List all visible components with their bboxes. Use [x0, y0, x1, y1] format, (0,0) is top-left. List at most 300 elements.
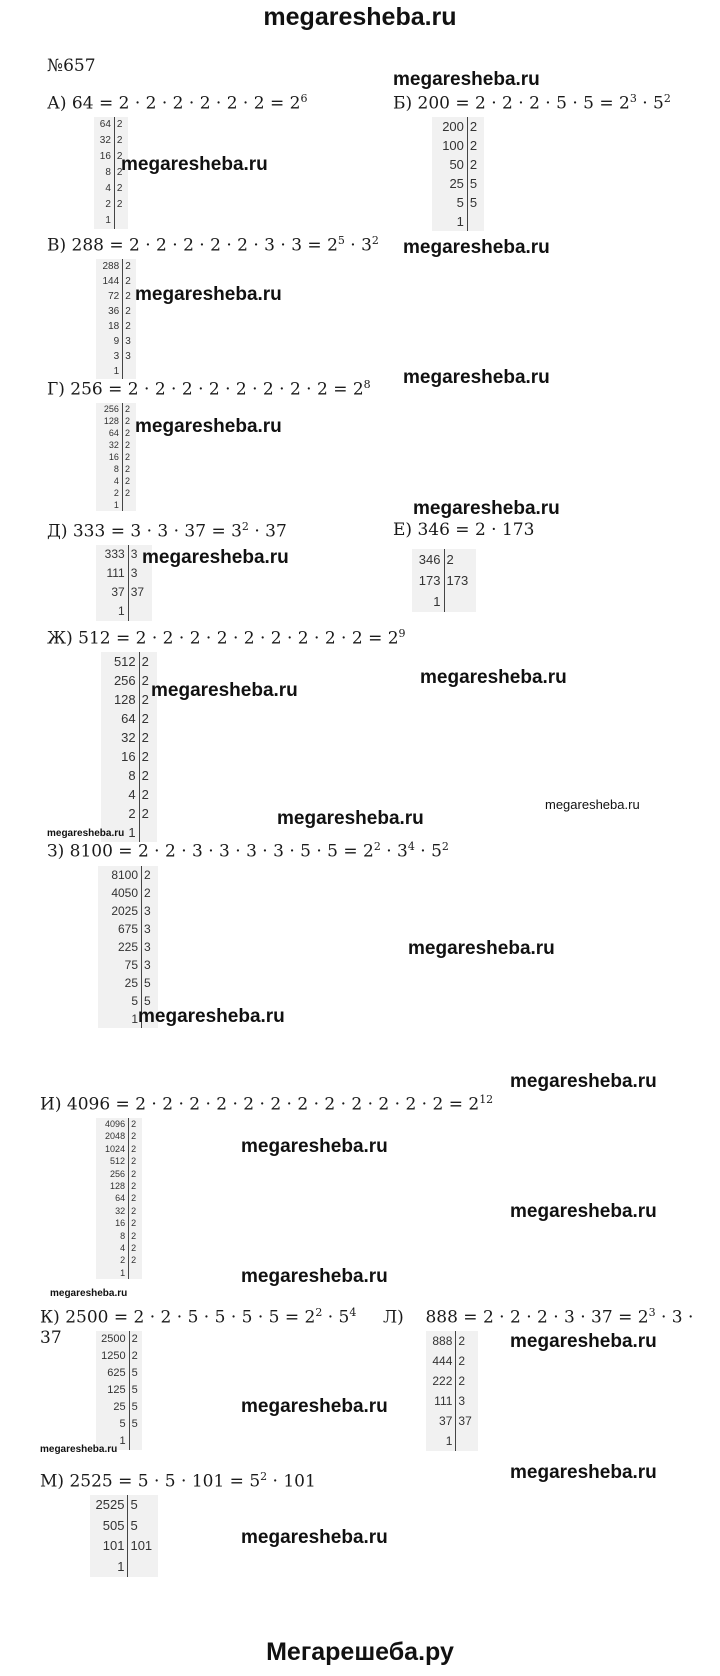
dividend-cell: 100: [432, 136, 467, 155]
equation-a: А) $64 = 2 \cdot 2 \cdot 2 \cdot 2 \cdot 2 \cdot 2 = 2^6$: [47, 92, 308, 114]
dividend-cell: 8: [94, 165, 114, 181]
divisor-cell: 2: [141, 711, 149, 726]
factor-row: [101, 747, 157, 766]
factor-row: [432, 174, 484, 193]
dividend-cell: 256: [101, 671, 139, 690]
factor-row: [96, 334, 136, 349]
divisor-cell: 2: [124, 464, 130, 474]
divisor-cell: 37: [130, 585, 145, 599]
divisor-cell: 2: [124, 404, 130, 414]
divisor-cell: [129, 1433, 142, 1450]
dividend-cell: 32: [101, 728, 139, 747]
factor-row: [96, 439, 136, 451]
divisor-cell: 2: [458, 1374, 466, 1388]
factor-table-m: [90, 1495, 158, 1577]
divisor-cell: 2: [131, 1243, 137, 1254]
dividend-cell: 101: [90, 1536, 128, 1557]
divisor-cell: 2: [141, 806, 149, 821]
dividend-cell: 8100: [98, 866, 142, 884]
divisor-cell: 2: [144, 886, 151, 900]
dividend-cell: 333: [96, 545, 128, 564]
factor-row: [101, 690, 157, 709]
equation-l: Л) $888 = 2 \cdot 2 \cdot 2 \cdot 3 \cdot 37 = 2^3 \cdot 3$ ·: [383, 1306, 694, 1328]
dividend-cell: 288: [96, 259, 123, 274]
dividend-cell: 2: [96, 487, 122, 499]
watermark: megaresheba.ru: [545, 797, 640, 812]
dividend-cell: 200: [432, 117, 467, 136]
divisor-cell: [114, 213, 128, 229]
equation-k: К) $2500 = 2 \cdot 2 \cdot 5 \cdot 5 \cdot 5 \cdot 5 = 2^2 \cdot 5^4$: [40, 1306, 357, 1328]
factor-row: [96, 403, 136, 415]
factor-row: [96, 463, 136, 475]
divisor-cell: 3: [144, 904, 151, 918]
divisor-cell: 3: [125, 336, 131, 347]
factor-row: [98, 884, 158, 902]
problem-number: №657: [47, 56, 96, 76]
divisor-cell: 2: [125, 306, 131, 317]
dividend-cell: 256: [96, 1168, 129, 1180]
watermark: megaresheba.ru: [241, 1266, 388, 1287]
divisor-cell: 2: [131, 1119, 137, 1129]
dividend-cell: 1: [101, 823, 139, 842]
dividend-cell: 346: [412, 549, 444, 570]
dividend-cell: 64: [101, 709, 139, 728]
dividend-cell: 16: [96, 451, 122, 463]
factor-row: [98, 866, 158, 884]
dividend-cell: 8: [101, 766, 139, 785]
factor-table-e: [412, 549, 476, 612]
dividend-cell: 2500: [96, 1331, 129, 1348]
watermark: megaresheba.ru: [47, 828, 125, 839]
divisor-cell: 2: [131, 1255, 137, 1266]
dividend-cell: 1250: [96, 1348, 129, 1365]
dividend-cell: 173: [412, 570, 444, 591]
watermark: megaresheba.ru: [50, 1288, 128, 1299]
dividend-cell: 4: [94, 181, 114, 197]
factor-division-table: [98, 866, 158, 1028]
factor-row: [96, 1416, 142, 1433]
divisor-cell: 2: [131, 1218, 137, 1229]
dividend-cell: 125: [96, 1382, 129, 1399]
divisor-cell: 2: [131, 1143, 137, 1154]
factor-row: [426, 1411, 478, 1431]
dividend-cell: 111: [96, 564, 128, 583]
factor-row: [432, 136, 484, 155]
divisor-cell: [128, 602, 152, 621]
dividend-cell: 75: [98, 956, 142, 974]
factor-row: [101, 709, 157, 728]
factor-row: [90, 1495, 158, 1516]
factor-row: [96, 487, 136, 499]
factor-row: [432, 193, 484, 212]
factor-row: [96, 319, 136, 334]
divisor-cell: [467, 212, 484, 231]
divisor-cell: 5: [131, 1418, 138, 1430]
factor-row: [96, 349, 136, 364]
dividend-cell: 32: [96, 1205, 129, 1217]
factor-row: [96, 1180, 142, 1192]
factor-row: [96, 1382, 142, 1399]
watermark: megaresheba.ru: [241, 1136, 388, 1157]
dividend-cell: 1: [432, 212, 467, 231]
dividend-cell: 64: [96, 1192, 129, 1204]
factor-row: [98, 920, 158, 938]
dividend-cell: 2048: [96, 1130, 129, 1142]
divisor-cell: 3: [144, 922, 151, 936]
factor-row: [101, 671, 157, 690]
equation-z: З) $8100 = 2 \cdot 2 \cdot 3 \cdot 3 \cdot 3 \cdot 3 \cdot 5 \cdot 5 = 2^2 \cdot 3^4 \cdot 5^2$: [47, 840, 449, 862]
divisor-cell: 2: [125, 321, 131, 332]
factor-division-table: [432, 117, 484, 231]
equation-zh: Ж) $512 = 2 \cdot 2 \cdot 2 \cdot 2 \cdot 2 \cdot 2 \cdot 2 \cdot 2 \cdot 2 = 2^9$: [47, 627, 406, 649]
divisor-cell: [122, 499, 136, 511]
divisor-cell: [123, 364, 136, 379]
dividend-cell: 3: [96, 349, 123, 364]
dividend-cell: 4: [101, 785, 139, 804]
factor-division-table: [426, 1331, 478, 1451]
watermark: megaresheba.ru: [40, 1444, 118, 1455]
divisor-cell: 2: [131, 1168, 137, 1179]
divisor-cell: 2: [131, 1193, 137, 1204]
dividend-cell: 1: [90, 1557, 128, 1578]
dividend-cell: 25: [432, 174, 467, 193]
equation-m: М) $2525 = 5 \cdot 5 \cdot 101 = 5^2 \cdot 101$: [40, 1470, 316, 1492]
factor-row: [96, 289, 136, 304]
factor-row: [96, 475, 136, 487]
factor-row: [96, 1254, 142, 1266]
factor-row: [94, 181, 128, 197]
watermark: megaresheba.ru: [277, 808, 424, 829]
dividend-cell: 128: [96, 1180, 129, 1192]
factor-row: [96, 274, 136, 289]
dividend-cell: 1: [96, 499, 122, 511]
factor-row: [94, 117, 128, 133]
watermark: megaresheba.ru: [403, 237, 550, 258]
watermark: megaresheba.ru: [420, 667, 567, 688]
factor-table-g: [96, 403, 136, 511]
factor-row: [96, 1242, 142, 1254]
divisor-cell: 2: [469, 138, 478, 153]
divisor-cell: 2: [116, 135, 123, 146]
divisor-cell: 2: [116, 119, 123, 130]
factor-row: [90, 1557, 158, 1578]
factor-row: [101, 766, 157, 785]
equation-l-continuation: 37: [40, 1328, 62, 1348]
factor-row: [432, 212, 484, 231]
divisor-cell: 2: [116, 167, 123, 178]
factor-row: [96, 1168, 142, 1180]
factor-table-l: [426, 1331, 478, 1451]
factor-row: [412, 549, 476, 570]
watermark: megaresheba.ru: [142, 547, 289, 568]
factor-row: [96, 583, 152, 602]
divisor-cell: 2: [125, 276, 131, 287]
dividend-cell: 32: [94, 133, 114, 149]
factor-table-z: [98, 866, 158, 1028]
factor-row: [412, 591, 476, 612]
factor-row: [96, 1118, 142, 1130]
site-footer: Мегарешеба.ру: [266, 1638, 454, 1666]
divisor-cell: 2: [125, 261, 131, 272]
dividend-cell: 1: [96, 1433, 129, 1450]
dividend-cell: 25: [96, 1399, 129, 1416]
factor-division-table: [96, 1331, 142, 1450]
dividend-cell: 505: [90, 1516, 128, 1537]
dividend-cell: 4050: [98, 884, 142, 902]
site-header: megaresheba.ru: [263, 3, 457, 31]
factor-division-table: [412, 549, 476, 612]
dividend-cell: 128: [101, 690, 139, 709]
factor-row: [94, 197, 128, 213]
dividend-cell: 675: [98, 920, 142, 938]
watermark: megaresheba.ru: [241, 1396, 388, 1417]
dividend-cell: 144: [96, 274, 123, 289]
divisor-cell: 5: [144, 994, 151, 1008]
factor-row: [96, 1143, 142, 1155]
divisor-cell: 2: [141, 730, 149, 745]
dividend-cell: 16: [101, 747, 139, 766]
dividend-cell: 16: [96, 1217, 129, 1229]
divisor-cell: 2: [446, 552, 454, 567]
dividend-cell: 25: [98, 974, 142, 992]
dividend-cell: 37: [96, 583, 128, 602]
divisor-cell: 2: [124, 428, 130, 438]
divisor-cell: 2: [131, 1230, 137, 1241]
factor-table-v: [96, 259, 136, 379]
equation-v: В) $288 = 2 \cdot 2 \cdot 2 \cdot 2 \cdot 2 \cdot 3 \cdot 3 = 2^5 \cdot 3^2$: [47, 234, 379, 256]
watermark: megaresheba.ru: [121, 154, 268, 175]
dividend-cell: 888: [426, 1331, 456, 1351]
dividend-cell: 1: [98, 1010, 142, 1028]
factor-row: [96, 1192, 142, 1204]
factor-row: [94, 213, 128, 229]
dividend-cell: 225: [98, 938, 142, 956]
divisor-cell: 37: [458, 1414, 472, 1428]
divisor-cell: 2: [131, 1181, 137, 1192]
dividend-cell: 4: [96, 1242, 129, 1254]
divisor-cell: [456, 1431, 478, 1451]
watermark: megaresheba.ru: [510, 1201, 657, 1222]
factor-row: [98, 902, 158, 920]
watermark: megaresheba.ru: [241, 1527, 388, 1548]
divisor-cell: 3: [144, 958, 151, 972]
factor-row: [96, 499, 136, 511]
dividend-cell: 32: [96, 439, 122, 451]
factor-division-table: [101, 652, 157, 842]
divisor-cell: 173: [446, 573, 469, 588]
equation-g: Г) $256 = 2 \cdot 2 \cdot 2 \cdot 2 \cdot 2 \cdot 2 \cdot 2 \cdot 2 = 2^8$: [47, 378, 371, 400]
divisor-cell: 2: [125, 291, 131, 302]
factor-row: [98, 938, 158, 956]
divisor-cell: 2: [141, 768, 149, 783]
dividend-cell: 2025: [98, 902, 142, 920]
divisor-cell: 2: [131, 1156, 137, 1167]
factor-division-table: [96, 1118, 142, 1279]
factor-row: [96, 1348, 142, 1365]
divisor-cell: 2: [124, 476, 130, 486]
dividend-cell: 1: [96, 1267, 129, 1279]
divisor-cell: 2: [116, 183, 123, 194]
watermark: megaresheba.ru: [138, 1006, 285, 1027]
dividend-cell: 512: [101, 652, 139, 671]
dividend-cell: 37: [426, 1411, 456, 1431]
dividend-cell: 50: [432, 155, 467, 174]
divisor-cell: 3: [458, 1394, 466, 1408]
factor-row: [432, 155, 484, 174]
watermark: megaresheba.ru: [135, 284, 282, 305]
factor-row: [96, 1230, 142, 1242]
divisor-cell: 2: [124, 440, 130, 450]
factor-row: [432, 117, 484, 136]
watermark: megaresheba.ru: [151, 680, 298, 701]
divisor-cell: 3: [130, 566, 138, 580]
factor-row: [426, 1351, 478, 1371]
watermark: megaresheba.ru: [510, 1331, 657, 1352]
divisor-cell: 2: [469, 119, 478, 134]
dividend-cell: 111: [426, 1391, 456, 1411]
factor-table-i: [96, 1118, 142, 1279]
factor-table-k: [96, 1331, 142, 1450]
factor-division-table: [96, 403, 136, 511]
factor-table-zh: [101, 652, 157, 842]
dividend-cell: 2: [101, 804, 139, 823]
divisor-cell: 5: [131, 1384, 138, 1396]
factor-row: [96, 1399, 142, 1416]
dividend-cell: 5: [98, 992, 142, 1010]
dividend-cell: 5: [432, 193, 467, 212]
dividend-cell: 2: [94, 197, 114, 213]
dividend-cell: 128: [96, 415, 122, 427]
equation-e: Е) 346 = 2 · 173: [393, 520, 535, 540]
divisor-cell: 2: [131, 1350, 138, 1362]
divisor-cell: 2: [116, 151, 123, 162]
divisor-cell: 5: [469, 176, 478, 191]
dividend-cell: 1024: [96, 1143, 129, 1155]
factor-row: [426, 1331, 478, 1351]
watermark: megaresheba.ru: [413, 498, 560, 519]
divisor-cell: 2: [116, 199, 123, 210]
dividend-cell: 444: [426, 1351, 456, 1371]
dividend-cell: 16: [94, 149, 114, 165]
divisor-cell: [444, 591, 476, 612]
factor-row: [426, 1431, 478, 1451]
factor-row: [96, 1331, 142, 1348]
divisor-cell: 3: [144, 940, 151, 954]
dividend-cell: 625: [96, 1365, 129, 1382]
dividend-cell: 8: [96, 1230, 129, 1242]
factor-row: [90, 1516, 158, 1537]
divisor-cell: 2: [469, 157, 478, 172]
dividend-cell: 2525: [90, 1495, 128, 1516]
factor-row: [96, 1155, 142, 1167]
divisor-cell: 5: [144, 976, 151, 990]
dividend-cell: 5: [96, 1416, 129, 1433]
dividend-cell: 1: [94, 213, 114, 229]
dividend-cell: 512: [96, 1155, 129, 1167]
divisor-cell: [128, 1557, 158, 1578]
divisor-cell: 3: [125, 351, 131, 362]
factor-row: [101, 804, 157, 823]
factor-row: [96, 1205, 142, 1217]
dividend-cell: 64: [94, 117, 114, 133]
equation-b: Б) $200 = 2 \cdot 2 \cdot 2 \cdot 5 \cdot 5 = 2^3 \cdot 5^2$: [393, 92, 671, 114]
factor-row: [90, 1536, 158, 1557]
factor-table-b: [432, 117, 484, 231]
dividend-cell: 222: [426, 1371, 456, 1391]
divisor-cell: 2: [141, 654, 149, 669]
watermark: megaresheba.ru: [510, 1462, 657, 1483]
divisor-cell: 2: [124, 452, 130, 462]
dividend-cell: 18: [96, 319, 123, 334]
divisor-cell: 2: [124, 416, 130, 426]
dividend-cell: 1: [426, 1431, 456, 1451]
factor-division-table: [90, 1495, 158, 1577]
watermark: megaresheba.ru: [135, 416, 282, 437]
factor-division-table: [96, 259, 136, 379]
divisor-cell: 2: [458, 1334, 466, 1348]
dividend-cell: 1: [96, 602, 128, 621]
watermark: megaresheba.ru: [408, 938, 555, 959]
factor-row: [96, 259, 136, 274]
factor-row: [96, 451, 136, 463]
divisor-cell: 2: [141, 673, 149, 688]
watermark: megaresheba.ru: [510, 1071, 657, 1092]
factor-row: [101, 728, 157, 747]
dividend-cell: 4: [96, 475, 122, 487]
divisor-cell: 3: [130, 547, 138, 561]
dividend-cell: 9: [96, 334, 123, 349]
dividend-cell: 8: [96, 463, 122, 475]
factor-row: [96, 602, 152, 621]
dividend-cell: 64: [96, 427, 122, 439]
factor-row: [101, 785, 157, 804]
divisor-cell: 2: [131, 1205, 137, 1216]
factor-row: [98, 974, 158, 992]
factor-row: [96, 1130, 142, 1142]
equation-i: И) $4096 = 2 \cdot 2 \cdot 2 \cdot 2 \cdot 2 \cdot 2 \cdot 2 \cdot 2 \cdot 2 \cdot 2 \cdot 2 \cdot 2 = 2^{12}$: [40, 1093, 494, 1115]
divisor-cell: 2: [458, 1354, 466, 1368]
divisor-cell: 2: [124, 488, 130, 498]
factor-row: [96, 364, 136, 379]
watermark: megaresheba.ru: [403, 367, 550, 388]
divisor-cell: 5: [131, 1367, 138, 1379]
factor-row: [94, 133, 128, 149]
divisor-cell: 5: [130, 1517, 138, 1533]
divisor-cell: 2: [141, 692, 149, 707]
dividend-cell: 4096: [96, 1118, 129, 1130]
divisor-cell: 2: [131, 1333, 138, 1345]
factor-row: [98, 956, 158, 974]
factor-row: [412, 570, 476, 591]
divisor-cell: 2: [144, 868, 151, 882]
dividend-cell: 72: [96, 289, 123, 304]
factor-row: [96, 1267, 142, 1279]
divisor-cell: [129, 1267, 142, 1279]
dividend-cell: 256: [96, 403, 122, 415]
dividend-cell: 36: [96, 304, 123, 319]
watermark: megaresheba.ru: [393, 69, 540, 90]
factor-row: [96, 427, 136, 439]
divisor-cell: 2: [141, 787, 149, 802]
divisor-cell: 5: [130, 1497, 138, 1512]
factor-row: [96, 304, 136, 319]
divisor-cell: 5: [131, 1401, 138, 1413]
dividend-cell: 1: [96, 364, 123, 379]
factor-row: [96, 415, 136, 427]
dividend-cell: 1: [412, 591, 444, 612]
factor-row: [96, 1217, 142, 1229]
factor-row: [101, 652, 157, 671]
